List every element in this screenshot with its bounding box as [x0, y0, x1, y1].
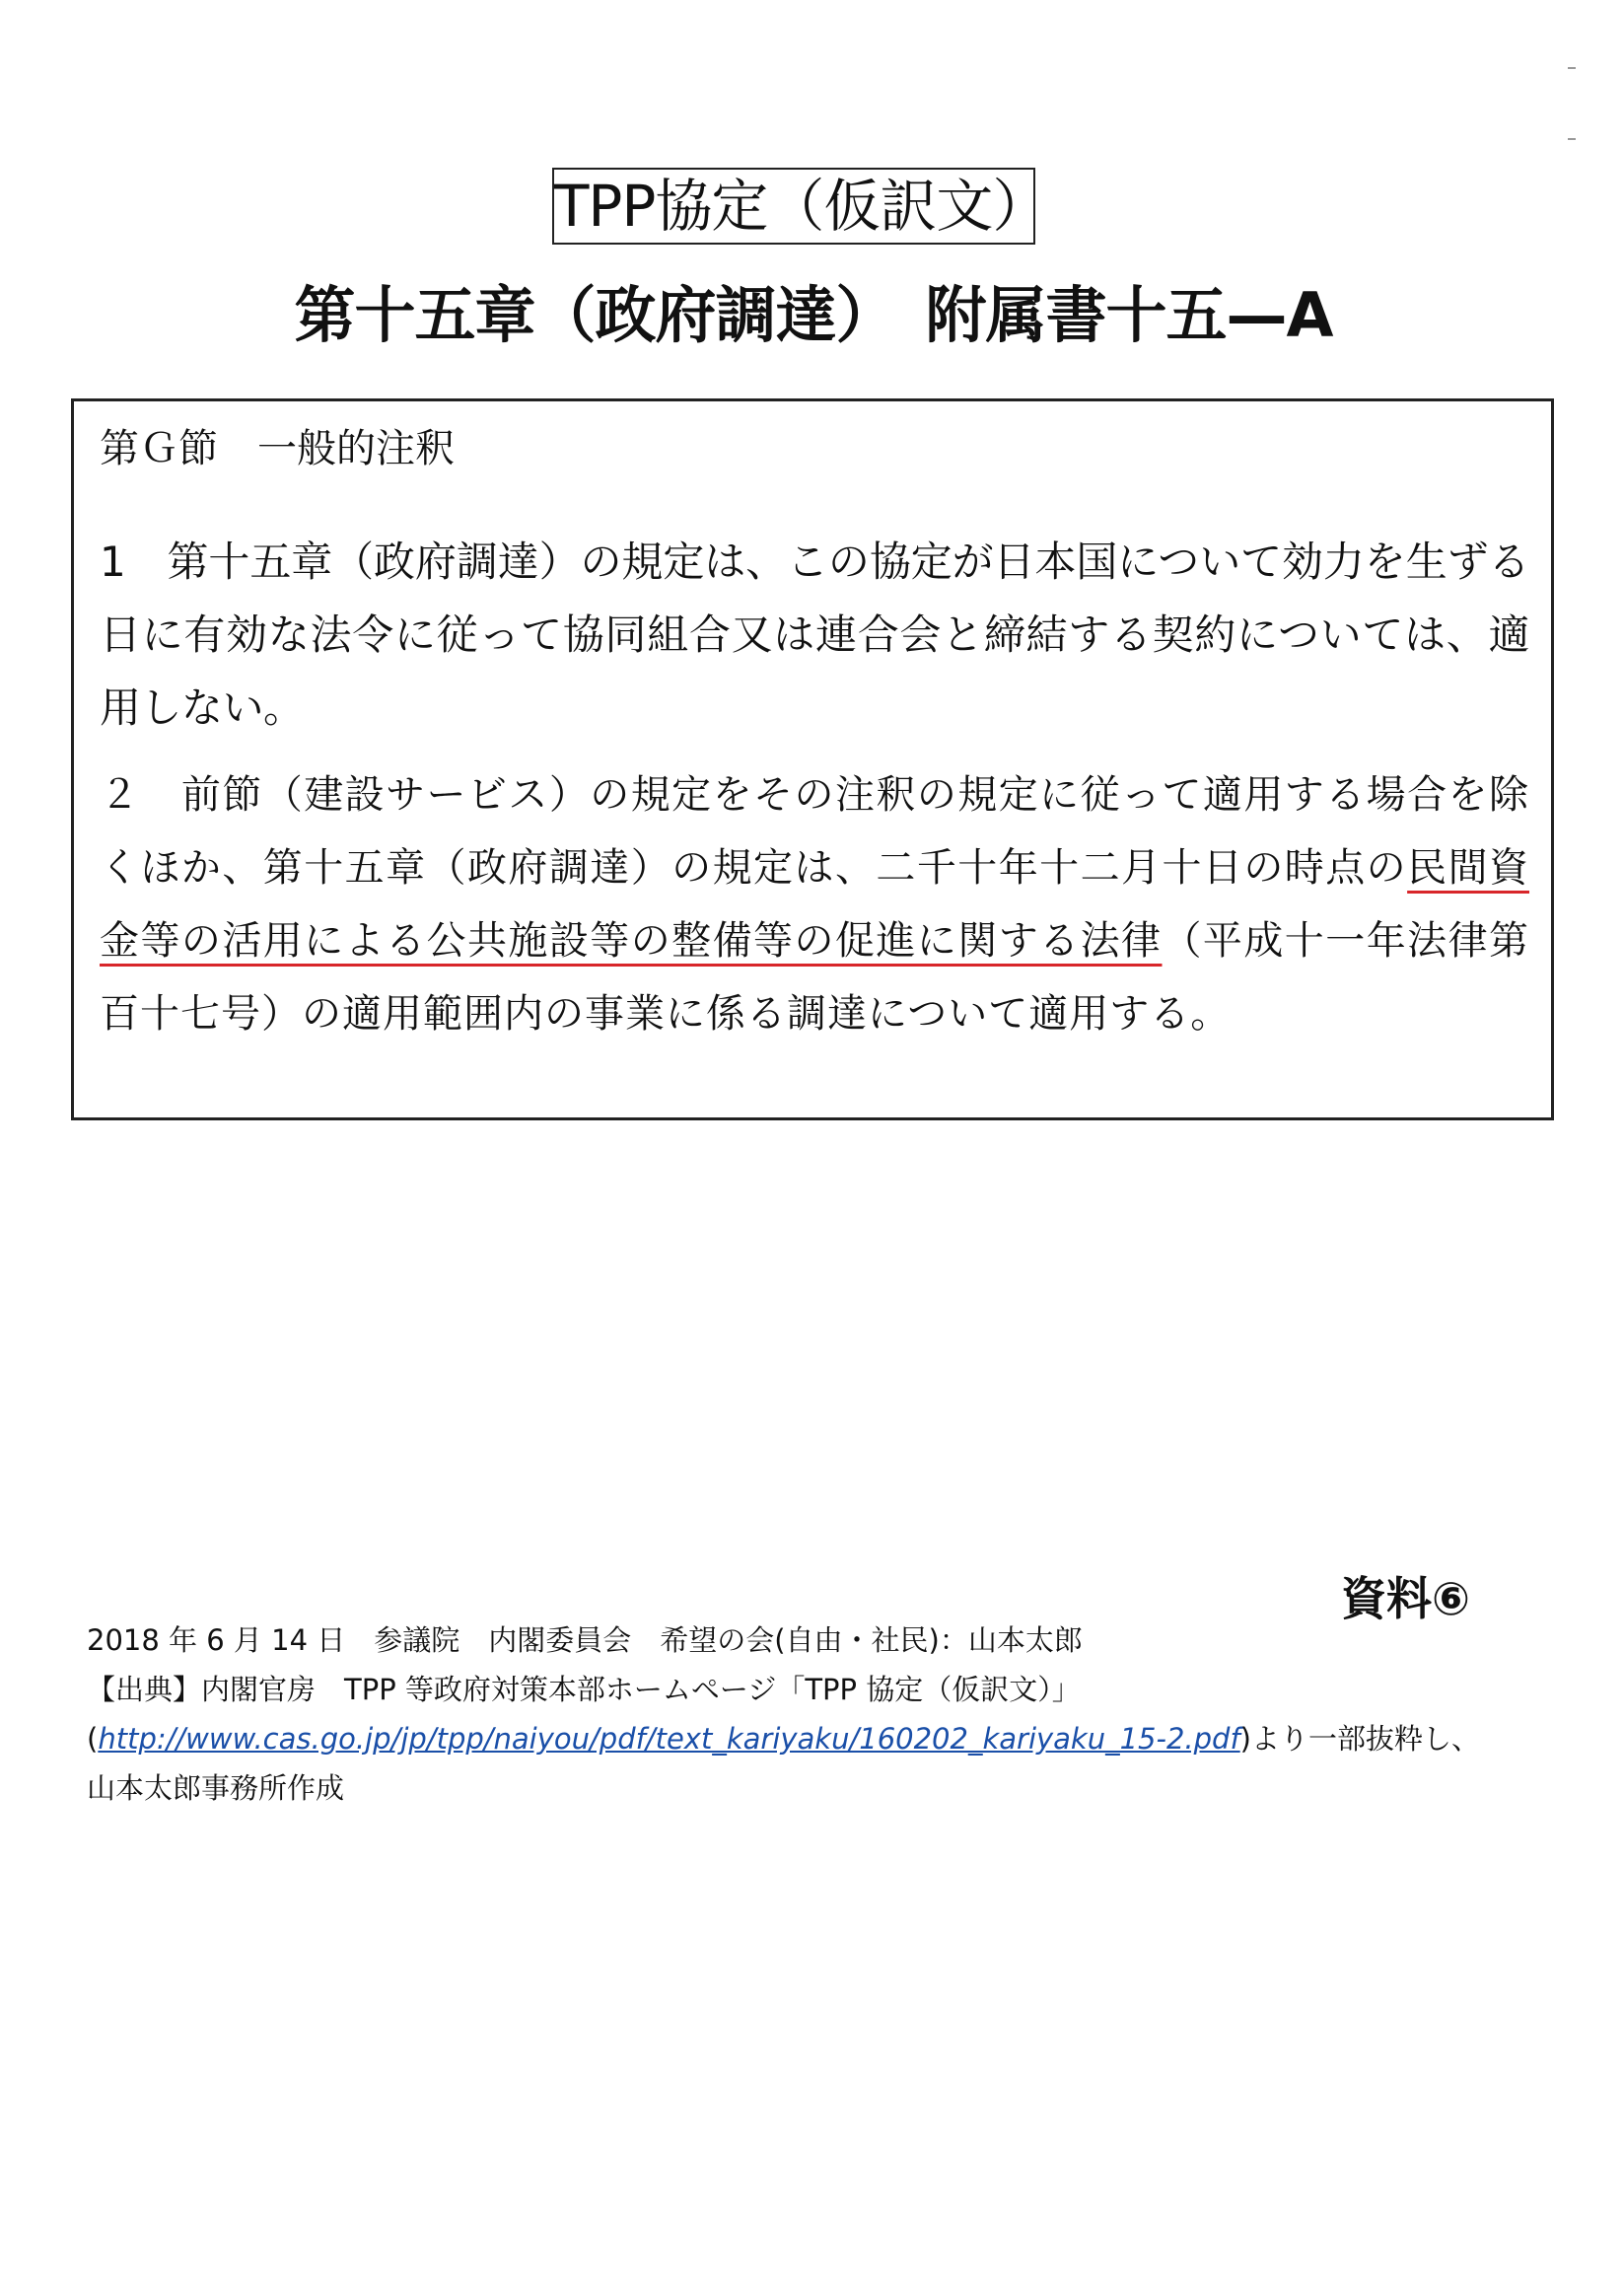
footer-author-line: 山本太郎事務所作成	[87, 1771, 345, 1805]
underlined-law-name: 民間資金等の活用による公共施設等の整備等の促進に関する法律	[100, 845, 1530, 964]
scan-mark	[1568, 138, 1576, 140]
chapter-heading: 第十五章（政府調達） 附属書十五—A	[294, 279, 1333, 351]
material-label: 資料⑥	[1341, 1572, 1470, 1625]
footer-date-line: 2018 年 6 月 14 日 参議院 内閣委員会 希望の会(自由・社民)：山本太郎	[87, 1623, 1083, 1657]
footer-paren: (	[87, 1722, 99, 1756]
footer-source-line: 【出典】内閣官房 TPP 等政府対策本部ホームページ「TPP 協定（仮訳文）」	[87, 1673, 1081, 1706]
paragraph-2-lead: ２ 前節（建設サービス）の規定をその注釈の規定に従って適用する場合を除くほか、第十五章（政府調達）の規定は、二千十年十二月十日の時点の	[100, 772, 1529, 891]
footer-url-suffix: )より一部抜粋し、	[1239, 1722, 1480, 1756]
footer-url-line	[87, 1714, 1546, 1763]
source-url-link[interactable]: http://www.cas.go.jp/jp/tpp/naiyou/pdf/text_kariyaku/160202_kariyaku_15-2.pdf	[98, 1722, 1240, 1756]
section-title: 第Ｇ節 一般的注釈	[100, 426, 455, 471]
document-title: TPP協定（仮訳文）	[552, 168, 1035, 245]
annex-text-box	[71, 398, 1554, 1120]
note-paragraph-2	[100, 758, 1529, 1050]
paragraph-2-tail: （平成十一年法律第百十七号）の適用範囲内の事業に係る調達について適用する。	[100, 918, 1530, 1037]
scan-mark	[1568, 67, 1576, 69]
note-paragraph-1: 1 第十五章（政府調達）の規定は、この協定が日本国について効力を生ずる日に有効な法令に従って協同組合又は連合会と締結する契約については、適用しない。	[100, 538, 1529, 732]
source-footer	[87, 1615, 1546, 1813]
